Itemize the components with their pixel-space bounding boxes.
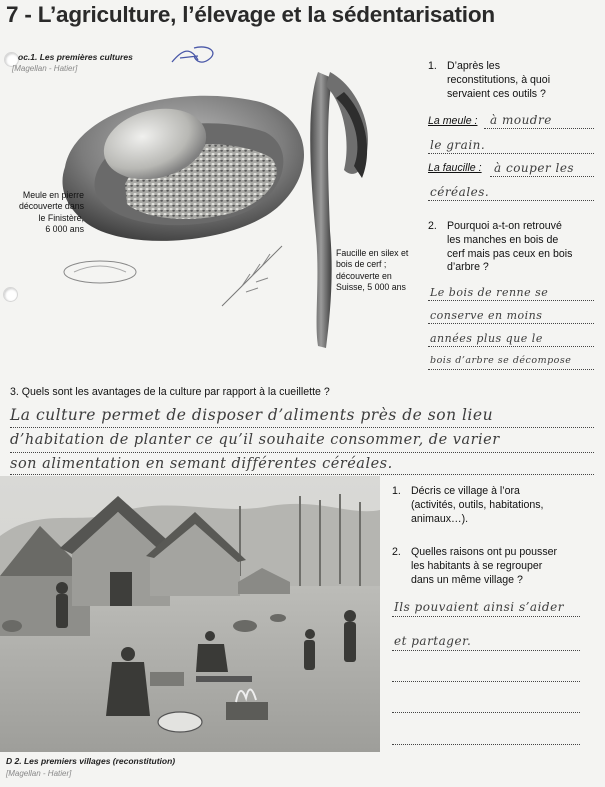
faucille-answer-handwriting: à couper les — [494, 161, 575, 175]
question-line: reconstitutions, à quoi — [447, 73, 551, 86]
doc1-caption: oc.1. Les premières cultures — [18, 52, 133, 62]
question-2 — [428, 220, 604, 275]
q2-answer-handwriting: conserve en moins — [430, 309, 543, 322]
answer-line — [10, 474, 594, 475]
answer-line — [428, 300, 594, 301]
meule-label-line: découverte dans — [18, 201, 84, 212]
faucille-label-line: Faucille en silex et — [336, 248, 409, 258]
doc2-caption: D 2. Les premiers villages (reconstitution) — [6, 756, 176, 766]
question-number: 2. — [392, 546, 401, 558]
answer-line — [428, 323, 594, 324]
faucille-label-line: découverte en — [336, 270, 392, 281]
answer-line — [428, 369, 594, 370]
answer-line — [392, 681, 580, 682]
question-line: cerf mais pas ceux en bois — [447, 247, 573, 260]
faucille-label-line: bois de cerf ; — [336, 259, 387, 270]
answer-line — [484, 128, 594, 129]
q2-answer-handwriting: Le bois de renne se — [430, 286, 549, 299]
question-line: d’arbre ? — [447, 261, 489, 274]
answer-line — [10, 427, 594, 428]
q3-answer-handwriting: d’habitation de planter ce qu’il souhaite consommer, de varier — [10, 432, 500, 448]
question-number: 1. — [428, 60, 437, 72]
answer-line — [392, 616, 580, 617]
question-line: dans un même village ? — [411, 573, 523, 586]
answer-line — [428, 153, 594, 154]
question-line: servaient ces outils ? — [447, 87, 546, 100]
question-1 — [428, 60, 604, 101]
q3-answer-handwriting: La culture permet de disposer d’aliments près de son lieu — [10, 406, 494, 424]
page-title: 7 - L’agriculture, l’élevage et la sédentarisation — [6, 2, 495, 27]
meule-answer-handwriting: le grain. — [430, 138, 486, 152]
question-line: D’après les — [447, 60, 500, 72]
question-number: 1. — [392, 485, 401, 497]
question-line: les habitants à se regrouper — [411, 559, 543, 572]
meule-label-line: le Finistère, — [38, 212, 84, 223]
teacher-initials-scribble — [168, 42, 228, 70]
meule-label-line: 6 000 ans — [45, 223, 84, 234]
meule-label — [6, 190, 84, 235]
q5-answer-handwriting: et partager. — [394, 634, 472, 648]
meule-label-line: Meule en pierre — [22, 190, 84, 200]
grain-pile-sketch — [60, 252, 140, 288]
question-village-1 — [392, 485, 602, 526]
answer-line — [428, 346, 594, 347]
doc2-source: [Magellan - Hatier] — [6, 769, 72, 778]
question-line: (activités, outils, habitations, — [411, 498, 544, 511]
answer-line — [392, 650, 580, 651]
question-village-2 — [392, 546, 602, 587]
answer-line — [428, 200, 594, 201]
question-line: Quelles raisons ont pu pousser — [411, 546, 558, 558]
village-illustration — [0, 476, 380, 752]
meule-answer-handwriting: à moudre — [490, 113, 552, 127]
question-line: les manches en bois de — [447, 233, 559, 246]
question-line: Pourquoi a-t-on retrouvé — [447, 220, 562, 232]
answer-line — [10, 452, 594, 453]
faucille-label — [336, 248, 428, 293]
q5-answer-handwriting: Ils pouvaient ainsi s’aider — [394, 600, 564, 614]
doc1-source: [Magellan - Hatier] — [12, 64, 78, 73]
q3-answer-handwriting: son alimentation en semant différentes céréales. — [10, 456, 393, 472]
q2-answer-handwriting: bois d’arbre se décompose — [430, 355, 572, 366]
faucille-answer-label: La faucille : — [428, 162, 482, 174]
millstone-illustration — [55, 72, 317, 257]
meule-answer-label: La meule : — [428, 115, 478, 127]
answer-line — [392, 712, 580, 713]
question-line: animaux…). — [411, 512, 469, 525]
question-line: Décris ce village à l’ora — [411, 485, 520, 497]
sickle-illustration — [296, 66, 382, 354]
answer-line — [490, 176, 594, 177]
wheat-ear-sketch — [212, 236, 302, 316]
faucille-answer-handwriting: céréales. — [430, 185, 490, 199]
question-3: 3. Quels sont les avantages de la culture par rapport à la cueillette ? — [10, 386, 330, 398]
q2-answer-handwriting: années plus que le — [430, 332, 543, 345]
answer-line — [392, 744, 580, 745]
binder-hole-middle — [3, 287, 18, 302]
faucille-label-line: Suisse, 5 000 ans — [336, 281, 406, 292]
question-number: 2. — [428, 220, 437, 232]
